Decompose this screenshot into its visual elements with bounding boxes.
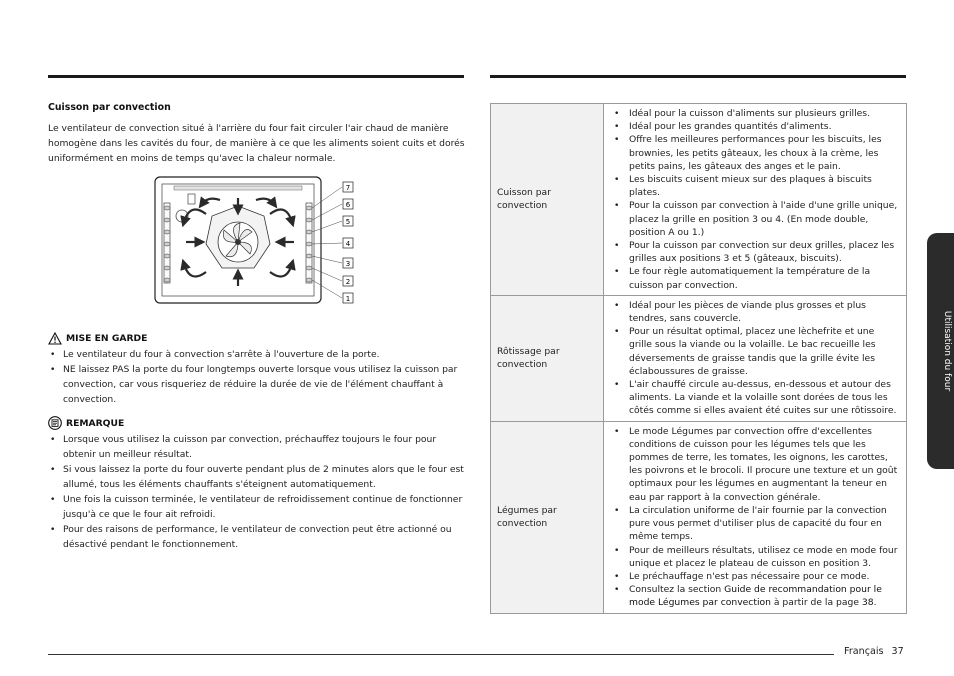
rack-label-3: 3: [345, 260, 351, 268]
list-item: • Pour la cuisson par convection à l'aide d'une grille unique, placez la grille en position 3 ou 4. (En mode double, position A ou 1.): [610, 199, 900, 239]
convection-section: [48, 100, 466, 166]
convection-modes-table: [490, 103, 907, 614]
rack-label-6: 6: [345, 201, 351, 209]
page-number: 37: [891, 646, 904, 657]
mode-name-cell: Cuisson par convection: [491, 104, 604, 296]
list-item: • La circulation uniforme de l'air fournie par la convection pure vous permet d'utiliser plus de capacité du four en même temps.: [610, 504, 900, 544]
recommendation-guide-link[interactable]: Guide de recommandation pour le mode Légumes par convection: [629, 584, 882, 609]
rack-label-7: 7: [345, 184, 351, 192]
rack-label-5: 5: [345, 218, 351, 226]
chapter-side-tab[interactable]: [927, 233, 954, 469]
page-reference-link[interactable]: 38: [861, 597, 874, 609]
list-item: • L'air chauffé circule au-dessus, en-dessous et autour des aliments. La viande et la volaille sont dorées de tous les côtés comme si elles avaient été cuites sur une rôtissoire.: [610, 378, 900, 418]
rack-label-1: 1: [345, 295, 351, 303]
page-footer: [844, 646, 904, 657]
oven-diagram: [154, 176, 360, 310]
reference-prefix: Consultez la section: [629, 584, 725, 596]
list-item: • Idéal pour la cuisson d'aliments sur plusieurs grilles.: [610, 107, 900, 120]
chapter-side-tab-label: Utilisation du four: [942, 310, 952, 392]
list-item: • Les biscuits cuisent mieux sur des plaques à biscuits plates.: [610, 173, 900, 199]
list-item: • Pour un résultat optimal, placez une lèchefrite et une grille sous la viande ou la volaille. Le bac recueille les déversements de graisse tandis que la grille évite les éclaboussures de graisse.: [610, 325, 900, 378]
table-row: [491, 295, 907, 421]
note-box: [48, 415, 468, 552]
caution-box: [48, 330, 468, 407]
list-item: • Si vous laissez la porte du four ouverte pendant plus de 2 minutes alors que le four est allumé, tous les éléments chauffants s'éteignent automatiquement.: [48, 462, 468, 492]
list-item: • Offre les meilleures performances pour les biscuits, les brownies, les petits gâteaux, les choux à la crème, les petits pains, les gâteaux des anges et le pain.: [610, 133, 900, 173]
caution-list: [48, 347, 468, 407]
mode-name-cell: Légumes par convection: [491, 421, 604, 613]
footer-rule: [48, 654, 834, 655]
list-item: • Pour la cuisson par convection sur deux grilles, placez les grilles aux positions 3 et 5 (gâteaux, biscuits).: [610, 239, 900, 265]
list-item: • Lorsque vous utilisez la cuisson par convection, préchauffez toujours le four pour obtenir un meilleur résultat.: [48, 432, 468, 462]
reference-suffix: .: [873, 597, 877, 609]
note-icon: [48, 416, 62, 430]
reference-middle: à partir de la page: [770, 597, 862, 609]
warning-triangle-icon: [48, 332, 62, 345]
mode-name-cell: Rôtissage par convection: [491, 295, 604, 421]
top-rule-right: [490, 75, 906, 78]
table-row: [491, 421, 907, 613]
list-item: • Une fois la cuisson terminée, le ventilateur de refroidissement continue de fonctionner jusqu'à ce que le four ait refroidi.: [48, 492, 468, 522]
table-row: [491, 104, 907, 296]
rack-label-4: 4: [345, 240, 351, 248]
note-heading: REMARQUE: [66, 417, 125, 429]
rack-label-2: 2: [345, 278, 351, 286]
note-list: [48, 432, 468, 552]
list-item: • Le préchauffage n'est pas nécessaire pour ce mode.: [610, 570, 900, 583]
caution-heading: MISE EN GARDE: [66, 332, 148, 344]
mode-description-cell: [604, 104, 907, 296]
mode-description-cell: [604, 295, 907, 421]
list-item: • Le mode Légumes par convection offre d'excellentes conditions de cuisson pour les légumes tels que les pommes de terre, les tomates, les oignons, les carottes, les poivrons et le brocoli. Il procure une texture et un goût optimaux pour les légumes en augmentant la teneur en eau par rapport à la convection générale.: [610, 425, 900, 504]
section-title: Cuisson par convection: [48, 102, 171, 113]
top-rule-left: [48, 75, 464, 78]
list-item: [610, 583, 900, 609]
list-item: • Le four règle automatiquement la température de la cuisson par convection.: [610, 265, 900, 291]
list-item: • Le ventilateur du four à convection s'arrête à l'ouverture de la porte.: [48, 347, 468, 362]
list-item: • NE laissez PAS la porte du four longtemps ouverte lorsque vous utilisez la cuisson par convection, car vous risqueriez de réduire la durée de vie de l'élément chauffant à convection.: [48, 362, 468, 407]
list-item: • Idéal pour les grandes quantités d'aliments.: [610, 120, 900, 133]
section-intro: Le ventilateur de convection situé à l'arrière du four fait circuler l'air chaud de manière homogène dans les cavités du four, de manière à ce que les aliments soient cuits et dorés uniformément en moins de temps qu'avec la chaleur normale.: [48, 123, 465, 164]
mode-description-cell: [604, 421, 907, 613]
footer-language: Français: [844, 646, 884, 657]
list-item: • Pour des raisons de performance, le ventilateur de convection peut être actionné ou désactivé pendant le fonctionnement.: [48, 522, 468, 552]
list-item: • Pour de meilleurs résultats, utilisez ce mode en mode four unique et placez le plateau de cuisson en position 3.: [610, 544, 900, 570]
oven-airflow-illustration: [154, 176, 360, 310]
list-item: • Idéal pour les pièces de viande plus grosses et plus tendres, sans couvercle.: [610, 299, 900, 325]
